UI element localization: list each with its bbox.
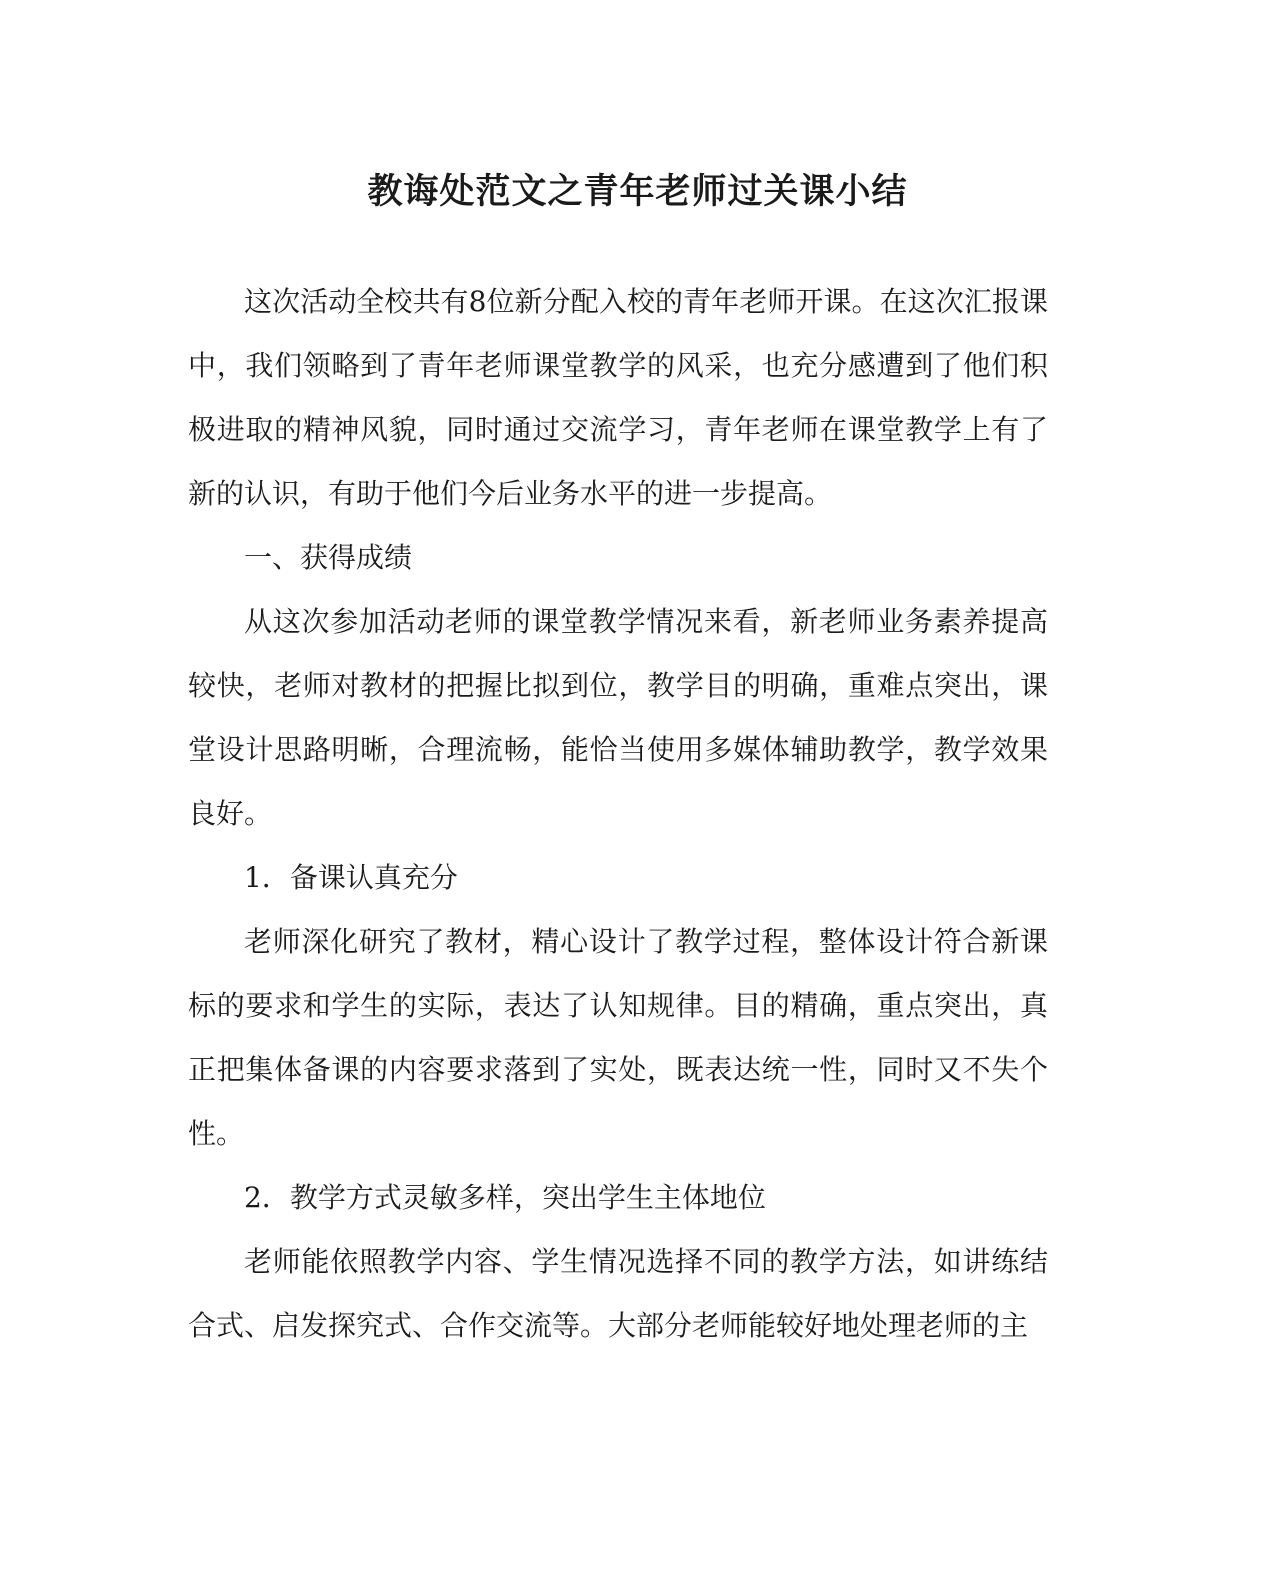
- document-body: [188, 270, 1048, 1358]
- paragraph-lesson-preparation: 老师深化研究了教材，精心设计了教学过程，整体设计符合新课标的要求和学生的实际，表达了认知规律。目的精确，重点突出，真正把集体备课的内容要求落到了实处，既表达统一性，同时又不失个性。: [188, 925, 1048, 1150]
- paragraph-intro: 这次活动全校共有8位新分配入校的青年老师开课。在这次汇报课中，我们领略到了青年老师课堂教学的风采，也充分感遭到了他们积极进取的精神风貌，同时通过交流学习，青年老师在课堂教学上有了新的认识，有助于他们今后业务水平的进一步提高。: [188, 285, 1048, 510]
- paragraph-achievements: 从这次参加活动老师的课堂教学情况来看，新老师业务素养提高较快，老师对教材的把握比拟到位，教学目的明确，重难点突出，课堂设计思路明晰，合理流畅，能恰当使用多媒体辅助教学，教学效果良好。: [188, 605, 1048, 830]
- subheading-teaching-methods: 2．教学方式灵敏多样，突出学生主体地位: [244, 1181, 766, 1214]
- paragraph-teaching-methods: 老师能依照教学内容、学生情况选择不同的教学方法，如讲练结合式、启发探究式、合作交流等。大部分老师能较好地处理老师的主: [188, 1245, 1048, 1342]
- section-heading-achievements: 一、获得成绩: [244, 541, 413, 574]
- document-title: 教诲处范文之青年老师过关课小结: [367, 171, 908, 212]
- subheading-lesson-preparation: 1．备课认真充分: [244, 861, 458, 894]
